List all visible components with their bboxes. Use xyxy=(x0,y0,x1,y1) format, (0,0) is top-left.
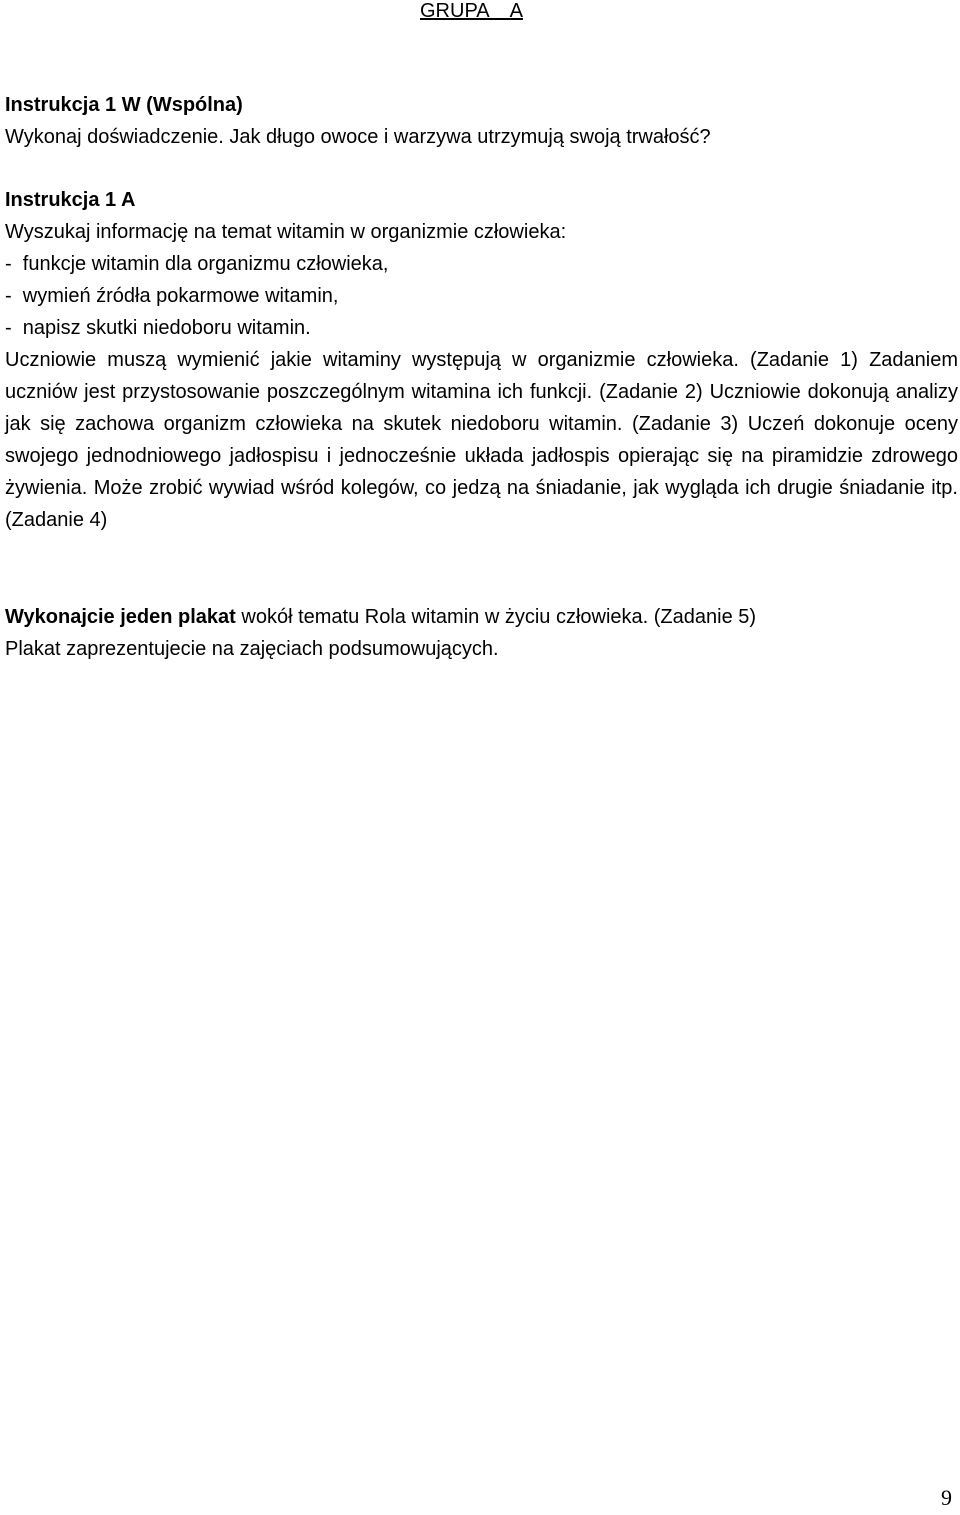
section-common-title: Instrukcja 1 W (Wspólna) xyxy=(5,94,243,116)
task-2-text: Zadaniem uczniów jest przystosowanie poszczególnym witamina ich funkcji. (Zadanie 2) xyxy=(5,349,958,403)
task-4-text: Uczeń dokonuje oceny swojego jednodniowego jadłospisu i jednocześnie układa jadłospis opierając się na piramidzie zdrowego żywienia. Może zrobić wywiad wśród kolegów, co jedzą na śniadanie, jak wygląda ich drugie śniadanie itp. (Zadanie 4) xyxy=(5,413,958,531)
section-a-title: Instrukcja 1 A xyxy=(5,189,136,211)
group-header: GRUPA A xyxy=(420,0,523,22)
poster-line-2: Plakat zaprezentujecie na zajęciach podsumowujących. xyxy=(5,638,499,660)
list-item: - napisz skutki niedoboru witamin. xyxy=(5,317,311,339)
section-common-text: Wykonaj doświadczenie. Jak długo owoce i warzywa utrzymują swoją trwałość? xyxy=(5,126,711,148)
list-item: - wymień źródła pokarmowe witamin, xyxy=(5,285,339,307)
section-common xyxy=(5,89,958,153)
poster-line-1 xyxy=(5,601,958,633)
poster-section xyxy=(5,601,958,665)
poster-rest-text: wokół tematu Rola witamin w życiu człowieka. (Zadanie 5) xyxy=(235,606,757,628)
tasks-paragraph xyxy=(5,344,958,536)
section-a-intro: Wyszukaj informację na temat witamin w organizmie człowieka: xyxy=(5,221,567,243)
poster-bold-text: Wykonajcie jeden plakat xyxy=(5,606,236,628)
task-1-text: Uczniowie muszą wymienić jakie witaminy występują w organizmie człowieka. (Zadanie 1) xyxy=(5,349,858,371)
list-item: - funkcje witamin dla organizmu człowieka, xyxy=(5,253,389,275)
section-a xyxy=(5,184,958,536)
task-3-text: Uczniowie dokonują analizy jak się zachowa organizm człowieka na skutek niedoboru witamin. (Zadanie 3) xyxy=(5,381,958,435)
page-number: 9 xyxy=(941,1485,952,1510)
